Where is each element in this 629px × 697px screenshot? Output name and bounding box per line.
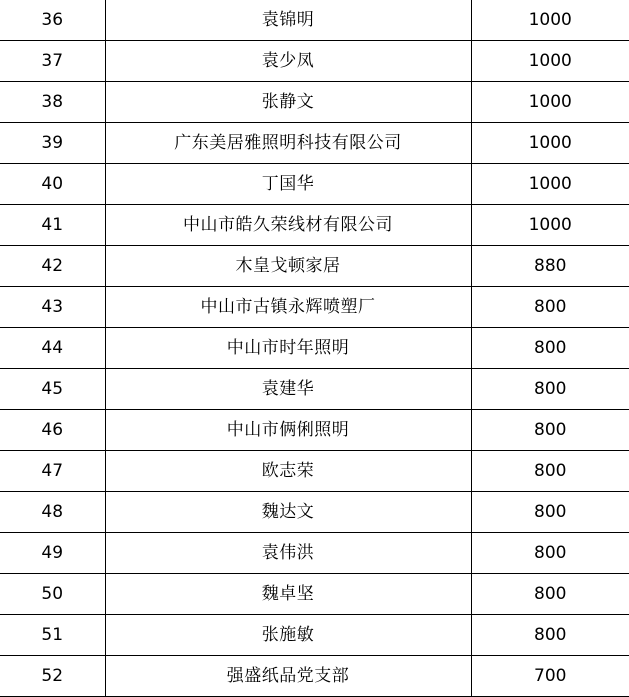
row-number: 50 — [0, 574, 105, 615]
donation-amount: 800 — [471, 328, 629, 369]
row-number: 36 — [0, 0, 105, 41]
donation-amount: 800 — [471, 287, 629, 328]
row-number: 46 — [0, 410, 105, 451]
row-number: 43 — [0, 287, 105, 328]
row-number: 39 — [0, 123, 105, 164]
donation-amount: 1000 — [471, 0, 629, 41]
table-row — [0, 41, 629, 82]
donor-name: 张静文 — [105, 82, 471, 123]
donor-name: 中山市古镇永辉喷塑厂 — [105, 287, 471, 328]
table-row — [0, 451, 629, 492]
donor-name: 欧志荣 — [105, 451, 471, 492]
row-number: 52 — [0, 656, 105, 697]
donor-name: 中山市俩俐照明 — [105, 410, 471, 451]
row-number: 37 — [0, 41, 105, 82]
donor-name: 袁建华 — [105, 369, 471, 410]
row-number: 49 — [0, 533, 105, 574]
row-number: 47 — [0, 451, 105, 492]
donation-amount: 1000 — [471, 164, 629, 205]
donation-amount: 880 — [471, 246, 629, 287]
donation-amount: 800 — [471, 533, 629, 574]
table-row — [0, 205, 629, 246]
donor-name: 袁伟洪 — [105, 533, 471, 574]
row-number: 45 — [0, 369, 105, 410]
table-row — [0, 328, 629, 369]
donation-amount: 800 — [471, 369, 629, 410]
table-row — [0, 0, 629, 41]
table-row — [0, 246, 629, 287]
donation-amount: 800 — [471, 615, 629, 656]
table-row — [0, 656, 629, 697]
donation-amount: 800 — [471, 451, 629, 492]
donor-name: 魏达文 — [105, 492, 471, 533]
row-number: 48 — [0, 492, 105, 533]
table-row — [0, 615, 629, 656]
donation-amount: 800 — [471, 492, 629, 533]
table-row — [0, 492, 629, 533]
donation-amount: 1000 — [471, 205, 629, 246]
table-row — [0, 164, 629, 205]
donor-name: 丁国华 — [105, 164, 471, 205]
row-number: 40 — [0, 164, 105, 205]
donor-name: 木皇戈顿家居 — [105, 246, 471, 287]
donation-amount: 1000 — [471, 123, 629, 164]
donor-name: 张施敏 — [105, 615, 471, 656]
donor-name: 中山市皓久荣线材有限公司 — [105, 205, 471, 246]
table-row — [0, 574, 629, 615]
donation-amount: 800 — [471, 574, 629, 615]
row-number: 42 — [0, 246, 105, 287]
row-number: 38 — [0, 82, 105, 123]
table-row — [0, 287, 629, 328]
donor-name: 中山市时年照明 — [105, 328, 471, 369]
donor-name: 强盛纸品党支部 — [105, 656, 471, 697]
table-row — [0, 369, 629, 410]
row-number: 51 — [0, 615, 105, 656]
row-number: 41 — [0, 205, 105, 246]
row-number: 44 — [0, 328, 105, 369]
donation-amount: 700 — [471, 656, 629, 697]
donor-name: 广东美居雅照明科技有限公司 — [105, 123, 471, 164]
donation-amount: 800 — [471, 410, 629, 451]
table-row — [0, 410, 629, 451]
table-row — [0, 123, 629, 164]
table-row — [0, 533, 629, 574]
donation-amount: 1000 — [471, 41, 629, 82]
table-row — [0, 82, 629, 123]
donation-amount: 1000 — [471, 82, 629, 123]
donor-name: 魏卓坚 — [105, 574, 471, 615]
donor-name: 袁少凤 — [105, 41, 471, 82]
donor-name: 袁锦明 — [105, 0, 471, 41]
